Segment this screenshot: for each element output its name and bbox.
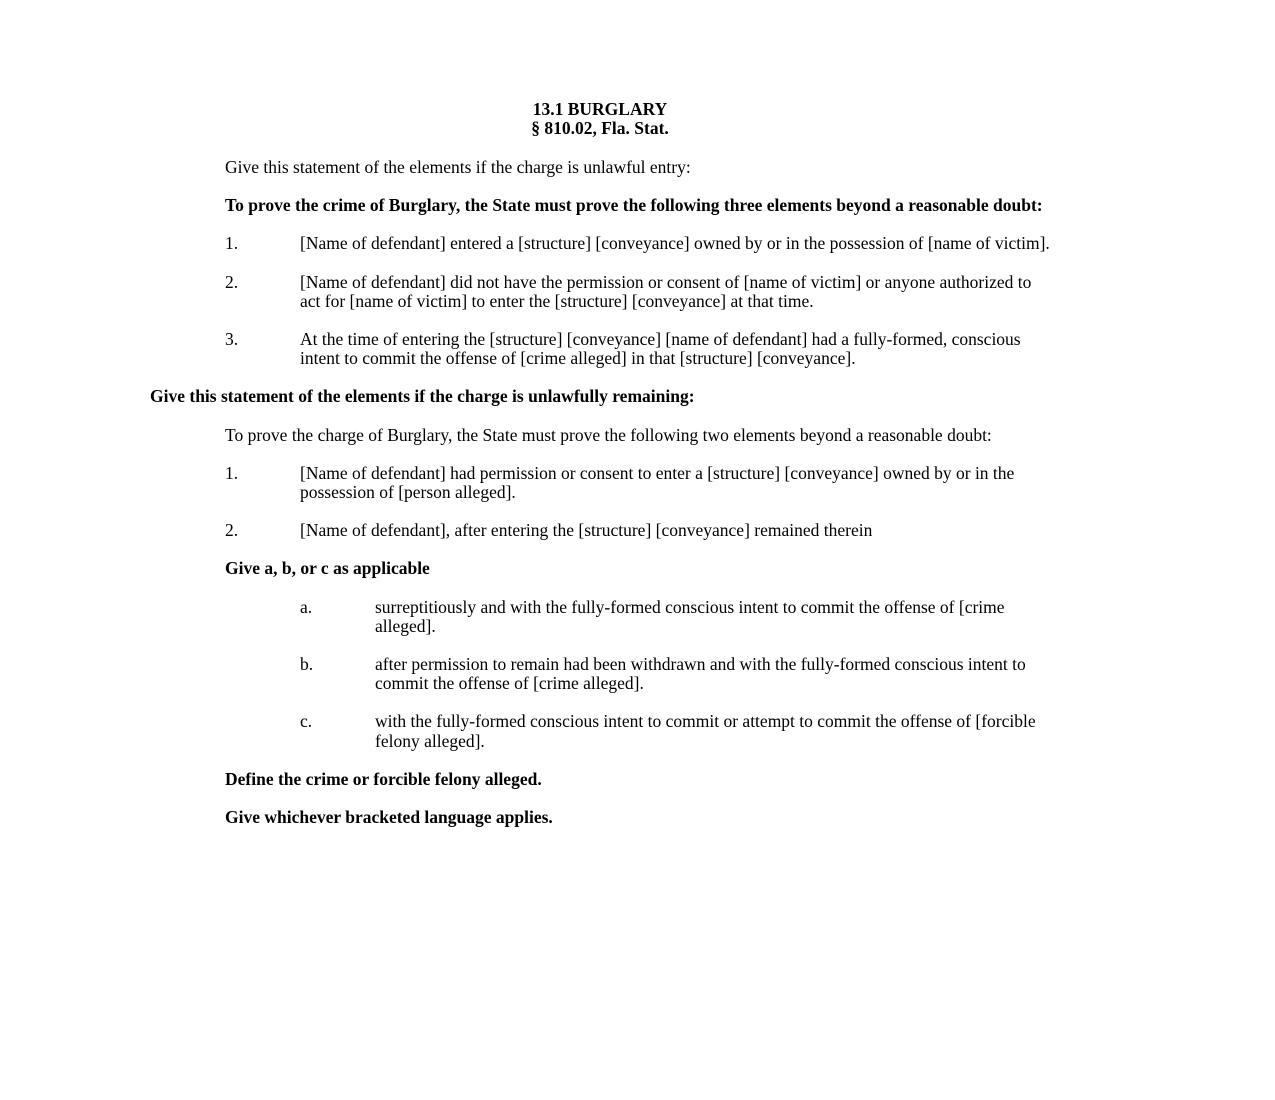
remaining-instruction: Give this statement of the elements if the charge is unlawfully remaining:	[150, 386, 695, 407]
option-letter: a.	[300, 596, 313, 617]
bracketed-instruction: Give whichever bracketed language applies.	[225, 807, 553, 828]
entry-element-2	[150, 273, 1050, 311]
option-text: with the fully-formed conscious intent to commit or attempt to commit the offense of [forcible felony alleged].	[375, 711, 1036, 751]
element-number: 3.	[225, 329, 239, 350]
option-letter: b.	[300, 654, 314, 675]
define-instruction: Define the crime or forcible felony alleged.	[225, 768, 542, 789]
statute-reference: § 810.02, Fla. Stat.	[531, 118, 669, 138]
entry-instruction: Give this statement of the elements if the charge is unlawful entry:	[225, 157, 691, 177]
remaining-intro: To prove the charge of Burglary, the State must prove the following two elements beyond a reasonable doubt:	[225, 424, 992, 445]
option-a	[150, 598, 1050, 636]
option-c	[150, 712, 1050, 750]
entry-element-1	[150, 234, 1050, 253]
element-text: [Name of defendant] entered a [structure] [conveyance] owned by or in the possession of [name of victim].	[300, 233, 1050, 254]
option-b	[150, 655, 1050, 693]
title-heading: 13.1 BURGLARY	[532, 99, 668, 119]
entry-intro: To prove the crime of Burglary, the State must prove the following three elements beyond a reasonable doubt:	[225, 195, 1043, 216]
element-number: 2.	[225, 520, 239, 541]
element-text: At the time of entering the [structure] [conveyance] [name of defendant] had a fully-formed, conscious intent to commit the offense of [crime alleged] in that [structure] [conveyance].	[300, 329, 1021, 369]
remaining-element-2	[150, 521, 1050, 540]
element-text: [Name of defendant] had permission or consent to enter a [structure] [conveyance] owned by or in the possession of [person alleged].	[300, 462, 1015, 503]
document-page	[150, 100, 1050, 827]
element-number: 1.	[225, 233, 239, 254]
element-text: [Name of defendant], after entering the [structure] [conveyance] remained therein	[300, 520, 873, 541]
remaining-element-1	[150, 464, 1050, 502]
element-number: 1.	[225, 462, 239, 483]
option-letter: c.	[300, 711, 313, 732]
entry-element-3	[150, 330, 1050, 368]
element-text: [Name of defendant] did not have the permission or consent of [name of victim] or anyone authorized to act for [name of victim] to enter the [structure] [conveyance] at that time.	[300, 271, 1032, 311]
option-text: after permission to remain had been withdrawn and with the fully-formed conscious intent to commit the offense of [crime alleged].	[375, 654, 1026, 694]
option-text: surreptitiously and with the fully-formed conscious intent to commit the offense of [crime alleged].	[375, 596, 1005, 636]
options-instruction: Give a, b, or c as applicable	[225, 558, 430, 579]
element-number: 2.	[225, 271, 239, 292]
document-title	[150, 100, 1050, 138]
